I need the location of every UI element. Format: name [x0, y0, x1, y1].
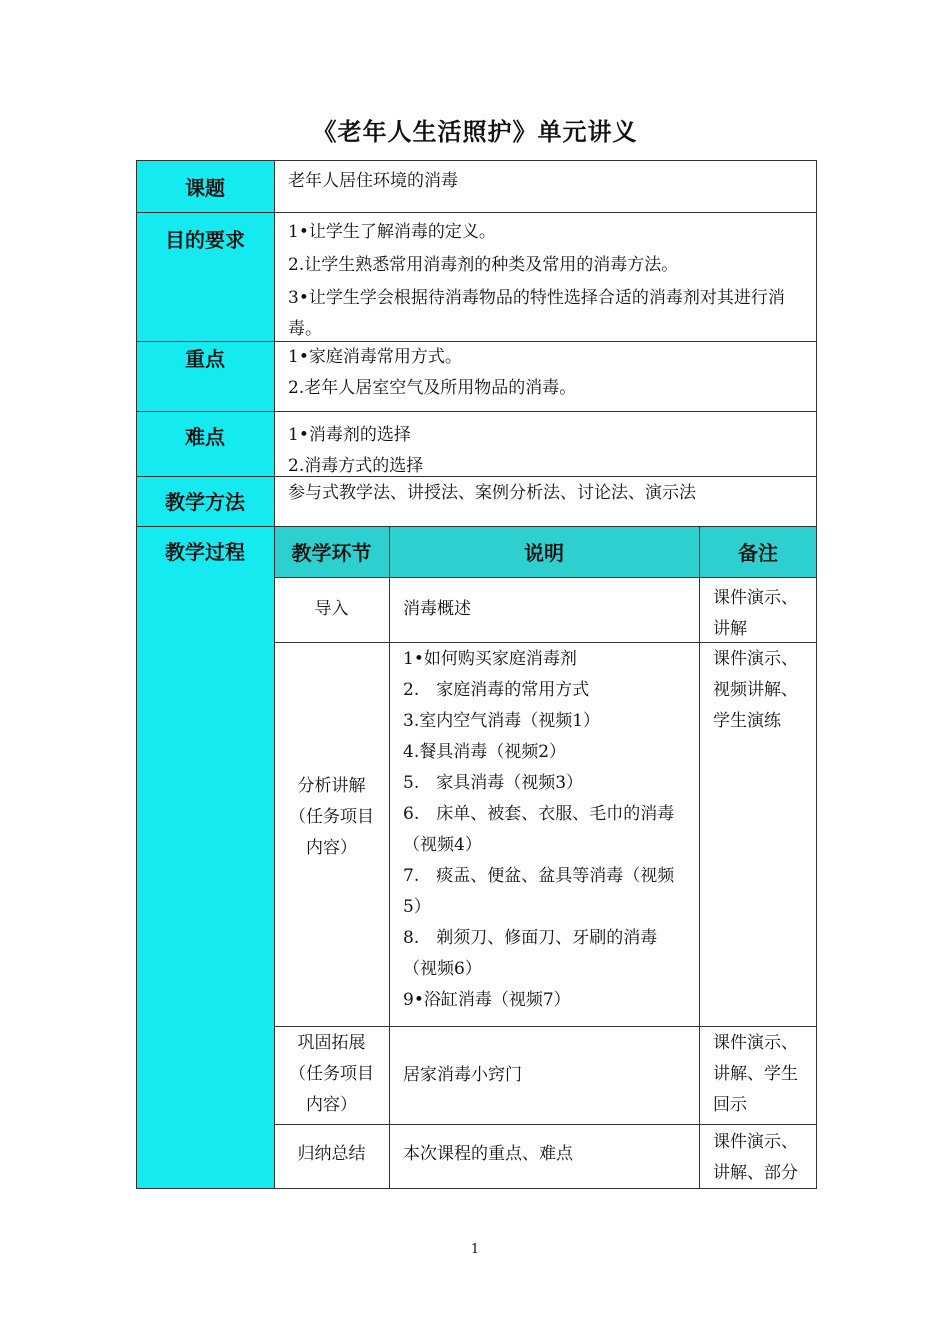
key-points-content: [274, 341, 817, 411]
page-number: 1: [470, 1242, 480, 1257]
consolidate-stage-line: 巩固拓展: [297, 1033, 366, 1053]
consolidate-notes: 课件演示、讲解、学生回示: [713, 1033, 798, 1115]
table-border: [136, 160, 817, 161]
table-border: [136, 160, 137, 1189]
analysis-item: 9•浴缸消毒（视频7）: [403, 990, 571, 1010]
objective-item: 3•让学生学会根据待消毒物品的特性选择合适的消毒剂对其进行消毒。: [288, 288, 785, 339]
analysis-description: [389, 642, 699, 1026]
difficulties-content: [274, 411, 817, 476]
analysis-item: 3.室内空气消毒（视频1）: [403, 711, 601, 731]
label-process: 教学过程: [136, 526, 274, 1188]
topic-content: 老年人居住环境的消毒: [288, 171, 458, 191]
summary-description: 本次课程的重点、难点: [403, 1144, 573, 1164]
key-point-item: 1•家庭消毒常用方式。: [288, 347, 462, 367]
label-methods: 教学方法: [136, 476, 274, 526]
process-header-description: 说明: [389, 526, 699, 577]
intro-notes: 课件演示、讲解: [713, 588, 798, 639]
table-border: [274, 642, 817, 643]
key-point-item: 2.老年人居室空气及所用物品的消毒。: [288, 378, 577, 398]
analysis-stage-line: 内容）: [306, 838, 357, 858]
label-difficulties: 难点: [136, 411, 274, 476]
label-objectives: 目的要求: [136, 212, 274, 341]
intro-description: 消毒概述: [403, 599, 471, 619]
analysis-item: 6. 床单、被套、衣服、毛巾的消毒（视频4）: [403, 804, 675, 855]
analysis-item: 1•如何购买家庭消毒剂: [403, 649, 577, 669]
consolidate-stage-line: （任务项目: [289, 1064, 374, 1084]
table-border: [274, 577, 817, 578]
analysis-notes: 课件演示、视频讲解、学生演练: [713, 649, 798, 731]
objective-item: 2.让学生熟悉常用消毒剂的种类及常用的消毒方法。: [288, 255, 679, 275]
table-border: [274, 1026, 817, 1027]
process-header-stage: 教学环节: [274, 526, 389, 577]
analysis-item: 7. 痰盂、便盆、盆具等消毒（视频5）: [403, 866, 675, 917]
analysis-item: 5. 家具消毒（视频3）: [403, 773, 584, 793]
table-border: [274, 1124, 817, 1125]
table-border: [136, 411, 817, 412]
analysis-item: 2. 家庭消毒的常用方式: [403, 680, 590, 700]
table-border: [816, 160, 817, 1189]
methods-content: 参与式教学法、讲授法、案例分析法、讨论法、演示法: [288, 483, 696, 503]
summary-notes: 课件演示、讲解、部分: [713, 1132, 798, 1183]
difficulty-item: 1•消毒剂的选择: [288, 425, 411, 445]
document-title: 《老年人生活照护》单元讲义: [312, 118, 638, 146]
table-border: [136, 476, 817, 477]
consolidate-stage: [274, 1026, 389, 1124]
analysis-item: 4.餐具消毒（视频2）: [403, 742, 567, 762]
difficulty-item: 2.消毒方式的选择: [288, 456, 424, 476]
label-key-points: 重点: [136, 341, 274, 411]
objectives-content: [274, 212, 817, 341]
consolidate-stage-line: 内容）: [306, 1095, 357, 1115]
table-border: [274, 160, 275, 1189]
analysis-item: 8. 剃须刀、修面刀、牙刷的消毒（视频6）: [403, 928, 658, 979]
consolidate-description: 居家消毒小窍门: [403, 1065, 522, 1085]
table-border: [699, 526, 700, 1189]
summary-stage: 归纳总结: [297, 1144, 366, 1164]
table-border: [136, 526, 817, 527]
objective-item: 1•让学生了解消毒的定义。: [288, 222, 496, 242]
table-border: [136, 212, 817, 213]
analysis-stage-line: （任务项目: [289, 807, 374, 827]
table-border: [389, 526, 390, 1189]
analysis-stage: [274, 642, 389, 1026]
table-border: [136, 341, 817, 342]
table-border: [136, 1188, 817, 1189]
process-header-notes: 备注: [699, 526, 817, 577]
intro-stage: 导入: [314, 599, 349, 619]
label-topic: 课题: [136, 160, 274, 212]
analysis-stage-line: 分析讲解: [297, 776, 366, 796]
